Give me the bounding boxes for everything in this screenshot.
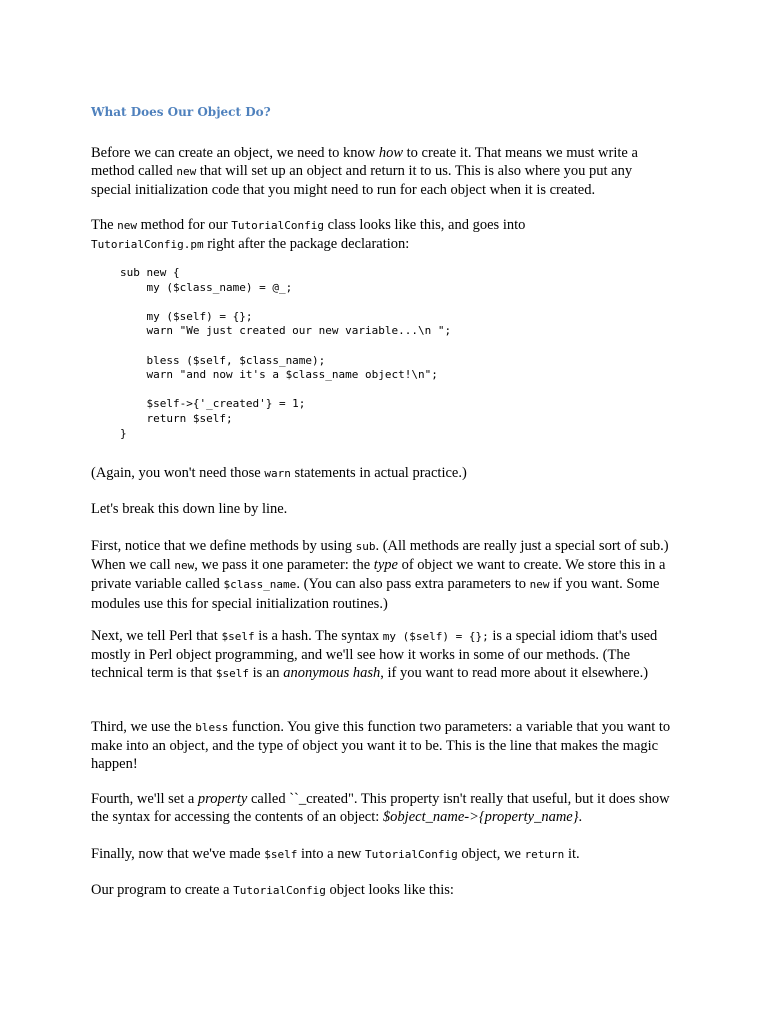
text: First, notice that we define methods by using	[91, 538, 356, 554]
inline-code: $self	[221, 630, 255, 643]
paragraph-intro	[91, 144, 671, 200]
inline-code: sub	[355, 540, 376, 553]
emphasis: property	[197, 791, 248, 807]
inline-code: TutorialConfig	[231, 219, 324, 232]
text: is an	[248, 665, 284, 682]
inline-code: new	[529, 578, 550, 592]
text: is a hash. The syntax	[254, 628, 383, 644]
paragraph-third	[91, 718, 671, 774]
inline-code: new	[176, 165, 197, 179]
text: . (You can also pass extra parameters to	[296, 576, 530, 593]
inline-code: new	[117, 219, 138, 232]
text: Next, we tell Perl that	[91, 628, 222, 644]
text: . (All methods are really just a special sort of sub.) When we call	[91, 538, 669, 574]
text: of object we want to create. We store this in a private variable called	[91, 557, 666, 593]
code-block: sub new { my ($class_name) = @_; my ($self) = {}; warn "We just created our new variable...\n "; bless ($self, $class_name); warn "and now it's a $class_name object!\n"; $self->{'_created'} = 1; return $self; }	[120, 266, 452, 440]
text: called ``_created". This property isn't really that useful, but it does show the syntax for accessing the contents of an object:	[91, 791, 670, 826]
inline-code: $self	[264, 848, 298, 861]
inline-code: warn	[264, 467, 291, 480]
text: to create it. That means we must write a method called	[91, 145, 638, 180]
text: Third, we use the	[91, 719, 196, 735]
text: Our program to create a	[91, 882, 234, 898]
text: is a special idiom that's used mostly in Perl object programming, and we'll see how it works in some of our methods. (The technical term is that	[91, 628, 658, 682]
text: function. You give this function two parameters: a variable that you want to make into an object, and the type of object you want it to be. This is the line that makes the magic happen!	[91, 719, 671, 773]
inline-code: $self	[215, 667, 249, 681]
paragraph-fourth	[91, 790, 671, 826]
inline-code: new	[174, 559, 195, 573]
emphasis: how	[378, 145, 404, 161]
inline-code: bless	[195, 721, 229, 734]
text: Before we can create an object, we need to know	[91, 145, 379, 161]
paragraph-first	[91, 537, 671, 613]
inline-code: TutorialConfig	[233, 884, 326, 897]
paragraph-warn-note	[91, 464, 671, 483]
text: that will set up an object and return it to us. This is also where you put any special initialization code that you might need to run for each object when it is created.	[91, 163, 633, 199]
emphasis: type	[373, 557, 398, 574]
text: , if you want to read more about it elsewhere.)	[380, 665, 649, 682]
text: into a new	[297, 846, 365, 862]
text: right after the package declaration:	[203, 236, 410, 253]
text: method for our	[137, 217, 232, 233]
text: .	[578, 809, 583, 826]
emphasis: $object_name->{property_name}	[382, 809, 579, 826]
text: if you want. Some modules use this for special initialization routines.)	[91, 576, 660, 612]
paragraph-program	[91, 881, 671, 900]
paragraph-new-method	[91, 216, 671, 254]
text: The	[91, 217, 118, 233]
text: class looks like this, and goes into	[324, 217, 526, 233]
inline-code: TutorialConfig	[365, 848, 458, 861]
paragraph-finally	[91, 845, 671, 864]
text: it.	[564, 846, 580, 862]
text: (Again, you won't need those	[91, 465, 265, 481]
paragraph-line-by-line: Let's break this down line by line.	[91, 501, 288, 517]
emphasis: anonymous hash	[283, 665, 381, 682]
text: object, we	[457, 846, 525, 862]
inline-code: return	[524, 848, 565, 861]
inline-code: my ($self) = {};	[382, 630, 489, 643]
paragraph-next	[91, 627, 671, 684]
text: , we pass it one parameter: the	[194, 557, 374, 574]
section-heading: What Does Our Object Do?	[91, 105, 271, 119]
inline-code: $class_name	[223, 578, 297, 592]
text: object looks like this:	[325, 882, 454, 898]
text: statements in actual practice.)	[290, 465, 467, 481]
text: Fourth, we'll set a	[91, 791, 198, 807]
text: Finally, now that we've made	[91, 846, 265, 862]
inline-code: TutorialConfig.pm	[91, 238, 204, 252]
